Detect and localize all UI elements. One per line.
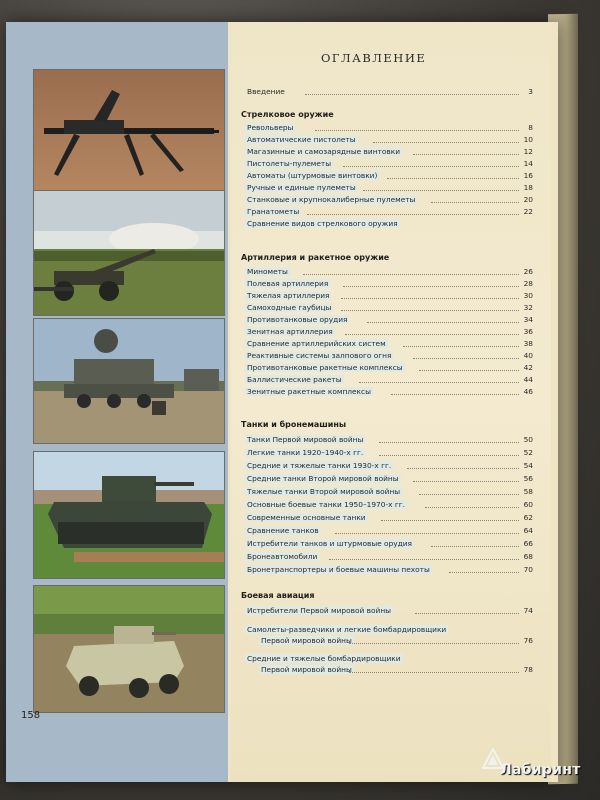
toc-entry-page: 66 [523,539,533,548]
toc-entry[interactable] [245,448,535,459]
toc-entry[interactable] [245,387,535,398]
toc-entry-label: Автоматы (штурмовые винтовки) [247,171,378,180]
leader-dots [425,507,519,508]
toc-entry-page: 70 [523,565,533,574]
leader-dots [387,178,519,179]
leader-dots [403,346,519,347]
toc-entry[interactable] [245,474,535,485]
toc-entry[interactable] [245,219,535,230]
toc-entry-label: Зенитные ракетные комплексы [247,387,371,396]
toc-entry-page: 18 [523,183,533,192]
leader-dots [343,166,519,167]
leader-dots [413,481,519,482]
toc-entry-label: Средние танки Второй мировой войны [247,474,399,483]
toc-entry[interactable] [245,267,535,278]
book-page [6,22,558,782]
toc-entry-label: Введение [247,87,285,96]
toc-entry[interactable] [245,207,535,218]
toc-entry-label: Реактивные системы залпового огня [247,351,392,360]
toc-entry[interactable] [245,351,535,362]
toc-entry-label: Автоматические пистолеты [247,135,356,144]
toc-entry-label-continued: Первой мировой войны [261,636,352,645]
toc-entry-label: Танки Первой мировой войны [247,435,364,444]
toc-entry-page: 60 [523,500,533,509]
leader-dots [373,142,519,143]
toc-entry-page: 3 [528,87,533,96]
toc-entry[interactable] [245,339,535,350]
leader-dots [345,334,519,335]
toc-entry[interactable] [245,171,535,182]
photo-anti-aircraft [33,318,225,444]
toc-entry[interactable] [245,87,535,98]
toc-entry-label: Легкие танки 1920–1940-х гг. [247,448,364,457]
toc-entry-page: 56 [523,474,533,483]
toc-entry-label: Истребители Первой мировой войны [247,606,392,615]
toc-entry-page: 52 [523,448,533,457]
leader-dots [329,559,519,560]
toc-entry-page: 38 [523,339,533,348]
toc-entry[interactable] [245,654,535,678]
toc-entry-label: Противотанковые ракетные комплексы [247,363,403,372]
toc-entry-page: 78 [523,665,533,674]
toc-entry-label: Истребители танков и штурмовые орудия [247,539,412,548]
leader-dots [449,572,519,573]
photo-armored-car [33,585,225,713]
leader-dots [367,322,519,323]
toc-entry-label: Основные боевые танки 1950–1970-х гг. [247,500,405,509]
toc-entry-label: Бронеавтомобили [247,552,318,561]
toc-entry[interactable] [245,183,535,194]
leader-dots [379,455,519,456]
toc-entry[interactable] [245,500,535,511]
toc-entry-page: 30 [523,291,533,300]
leader-dots [413,358,519,359]
photo-tank [33,451,225,579]
toc-entry-page: 16 [523,171,533,180]
toc-entry-page: 74 [523,606,533,615]
toc-entry-page: 50 [523,435,533,444]
leader-dots [431,546,519,547]
toc-entry[interactable] [245,552,535,563]
leader-dots [431,202,519,203]
toc-entry-page: 20 [523,195,533,204]
toc-entry-label: Самолеты-разведчики и легкие бомбардировщики [247,625,447,634]
leader-dots [419,494,519,495]
photo-column [6,22,228,782]
toc-entry[interactable] [245,565,535,576]
toc-entry-label: Средние и тяжелые бомбардировщики [247,654,401,663]
toc-entry-label: Сравнение видов стрелкового оружия [247,219,398,228]
toc-entry-page: 44 [523,375,533,384]
toc-entry[interactable] [245,135,535,146]
toc-entry-page: 68 [523,552,533,561]
toc-entry[interactable] [245,606,535,617]
toc-entry-label-continued: Первой мировой войны [261,665,352,674]
leader-dots [391,394,519,395]
toc-entry[interactable] [245,461,535,472]
leader-dots [335,533,519,534]
toc-section-heading: Артиллерия и ракетное оружие [241,253,390,262]
toc-entry-label: Баллистические ракеты [247,375,342,384]
toc-entry-page: 76 [523,636,533,645]
toc-entry-page: 58 [523,487,533,496]
toc-entry-label: Современные основные танки [247,513,366,522]
toc-entry-label: Ручные и единые пулеметы [247,183,356,192]
toc-entry[interactable] [245,327,535,338]
toc-entry-page: 32 [523,303,533,312]
leader-dots [407,468,519,469]
toc-entry-label: Сравнение артиллерийских систем [247,339,386,348]
toc-entry[interactable] [245,625,535,649]
toc-entry-page: 36 [523,327,533,336]
toc-entry-label: Гранатометы [247,207,300,216]
toc-entry-label: Самоходные гаубицы [247,303,332,312]
toc-title: ОГЛАВЛЕНИЕ [321,51,427,65]
toc-entry-label: Минометы [247,267,288,276]
toc-entry-label: Полевая артиллерия [247,279,329,288]
photo-machine-gun [33,69,225,191]
leader-dots [415,613,519,614]
toc-entry[interactable] [245,123,535,134]
toc-entry[interactable] [245,195,535,206]
toc-entry-page: 64 [523,526,533,535]
toc-entry[interactable] [245,279,535,290]
toc-entry[interactable] [245,315,535,326]
leader-dots [341,310,519,311]
toc-entry-page: 12 [523,147,533,156]
leader-dots [341,298,519,299]
toc-entry[interactable] [245,539,535,550]
leader-dots [381,520,519,521]
toc-entry[interactable] [245,487,535,498]
toc-entry-label: Тяжелые танки Второй мировой войны [247,487,401,496]
toc-entry-page: 22 [523,207,533,216]
leader-dots [307,214,519,215]
toc-entry-label: Пистолеты-пулеметы [247,159,332,168]
toc-entry-label: Бронетранспортеры и боевые машины пехоты [247,565,430,574]
toc-entry[interactable] [245,159,535,170]
leader-dots [305,94,519,95]
leader-dots [349,643,519,644]
toc-entry-label: Тяжелая артиллерия [247,291,330,300]
toc-entry-label: Средние и тяжелые танки 1930-х гг. [247,461,392,470]
toc-section-heading: Боевая авиация [241,591,315,600]
toc-section-heading: Стрелковое оружие [241,110,334,119]
toc-entry-label: Сравнение танков [247,526,319,535]
toc-entry-page: 34 [523,315,533,324]
photo-artillery [33,190,225,316]
leader-dots [349,672,519,673]
leader-dots [379,442,519,443]
toc-entry-page: 46 [523,387,533,396]
toc-entry-label: Револьверы [247,123,294,132]
toc-entry-label: Зенитная артиллерия [247,327,333,336]
page-number: 158 [21,710,41,721]
toc-entry-page: 40 [523,351,533,360]
toc-entry-page: 10 [523,135,533,144]
toc-entry[interactable] [245,363,535,374]
leader-dots [419,370,519,371]
toc-entry-page: 26 [523,267,533,276]
toc-entry-page: 8 [528,123,533,132]
table-of-contents [231,22,551,782]
toc-entry-page: 28 [523,279,533,288]
leader-dots [359,382,519,383]
leader-dots [315,130,519,131]
leader-dots [343,286,519,287]
toc-entry[interactable] [245,526,535,537]
toc-entry-label: Противотанковые орудия [247,315,348,324]
leader-dots [303,274,519,275]
toc-entry-page: 62 [523,513,533,522]
toc-entry[interactable] [245,435,535,446]
toc-entry[interactable] [245,303,535,314]
toc-section-heading: Танки и бронемашины [241,420,347,429]
toc-entry-page: 14 [523,159,533,168]
leader-dots [363,190,519,191]
leader-dots [413,154,519,155]
toc-entry-page: 42 [523,363,533,372]
toc-entry[interactable] [245,513,535,524]
toc-entry-page: 54 [523,461,533,470]
toc-entry-label: Магазинные и самозарядные винтовки [247,147,400,156]
toc-entry-label: Станковые и крупнокалиберные пулеметы [247,195,416,204]
toc-entry[interactable] [245,291,535,302]
watermark: Лабиринт [500,762,581,778]
toc-entry[interactable] [245,375,535,386]
toc-entry[interactable] [245,147,535,158]
